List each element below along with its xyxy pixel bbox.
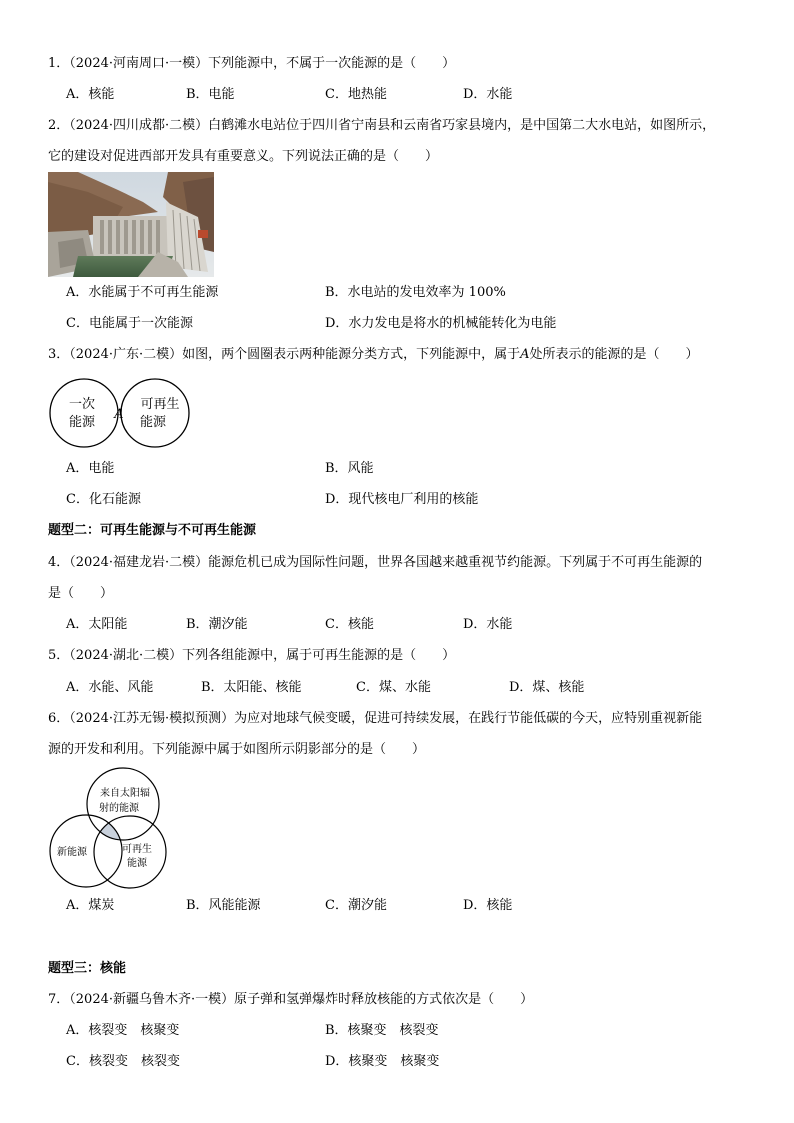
q6-venn-top-line2: 射的能源 <box>99 803 139 814</box>
q1-option-c: C．地热能 <box>325 87 387 102</box>
q7-option-c: C．核裂变 核裂变 <box>66 1054 180 1069</box>
q2-option-d: D．水力发电是将水的机械能转化为电能 <box>325 316 557 331</box>
q3-stem-variable: A <box>520 347 530 362</box>
q7-option-b: B．核聚变 核裂变 <box>325 1023 439 1038</box>
q5-option-a: A．水能、风能 <box>66 680 154 695</box>
q6-option-b: B．风能能源 <box>186 898 261 913</box>
q3-option-c: C．化石能源 <box>66 492 141 507</box>
q6-option-c: C．潮汐能 <box>325 898 387 913</box>
q3-option-b: B．风能 <box>325 461 374 476</box>
q6-stem-line2: 源的开发和利用。下列能源中属于如图所示阴影部分的是（ ） <box>48 742 426 757</box>
q3-venn-diagram <box>47 375 195 451</box>
q7-option-a: A．核裂变 核聚变 <box>66 1023 180 1038</box>
q3-stem-suffix: 处所表示的能源的是（ ） <box>529 347 699 362</box>
q4-option-c: C．核能 <box>325 617 374 632</box>
section-heading-3: 题型三：核能 <box>48 961 127 976</box>
q4-stem-line1: 4．（2024·福建龙岩·二模）能源危机已成为国际性问题，世界各国越来越重视节约能源。下列属于不可再生能源的 <box>48 555 703 570</box>
q2-stem-line1: 2．（2024·四川成都·二模）白鹤滩水电站位于四川省宁南县和云南省巧家县境内，是中国第二大水电站，如图所示， <box>48 118 716 133</box>
dam-photo <box>48 172 214 277</box>
q2-option-b: B．水电站的发电效率为 100% <box>325 285 506 300</box>
q3-venn-center-label: A <box>114 407 124 422</box>
q7-option-d: D．核聚变 核聚变 <box>325 1054 440 1069</box>
q5-option-c: C．煤、水能 <box>356 680 431 695</box>
section-heading-2: 题型二：可再生能源与不可再生能源 <box>48 523 257 538</box>
q6-venn-diagram <box>46 766 170 890</box>
q6-venn-top-line1: 来自太阳辐 <box>100 788 150 799</box>
q3-stem-prefix: 3．（2024·广东·二模）如图，两个圆圈表示两种能源分类方式，下列能源中，属于 <box>48 347 521 362</box>
q3-venn-left-line1: 一次 <box>68 397 96 412</box>
q7-stem: 7．（2024·新疆乌鲁木齐·一模）原子弹和氢弹爆炸时释放核能的方式依次是（ ） <box>48 992 534 1007</box>
q6-venn-right-line1: 可再生 <box>122 844 152 855</box>
q3-stem <box>48 347 699 363</box>
q1-stem: 1．（2024·河南周口·一模）下列能源中，不属于一次能源的是（ ） <box>48 56 456 71</box>
q6-stem-line1: 6．（2024·江苏无锡·模拟预测）为应对地球气候变暖，促进可持续发展，在践行节能低碳的今天，应特别重视新能 <box>48 711 703 726</box>
q1-option-d: D．水能 <box>463 87 513 102</box>
q4-option-b: B．潮汐能 <box>186 617 248 632</box>
q3-option-d: D．现代核电厂利用的核能 <box>325 492 479 507</box>
q5-option-d: D．煤、核能 <box>509 680 585 695</box>
q6-option-a: A．煤炭 <box>66 898 115 913</box>
q1-option-a: A．核能 <box>66 87 115 102</box>
q4-option-d: D．水能 <box>463 617 513 632</box>
q6-option-d: D．核能 <box>463 898 513 913</box>
q5-stem: 5．（2024·湖北·二模）下列各组能源中，属于可再生能源的是（ ） <box>48 648 456 663</box>
q4-stem-line2: 是（ ） <box>48 586 114 601</box>
q3-venn-right-line1: 可再生 <box>140 397 180 412</box>
q4-option-a: A．太阳能 <box>66 617 128 632</box>
q5-option-b: B．太阳能、核能 <box>201 680 302 695</box>
q6-venn-right-line2: 能源 <box>127 858 147 869</box>
q2-option-c: C．电能属于一次能源 <box>66 316 193 331</box>
q2-stem-line2: 它的建设对促进西部开发具有重要意义。下列说法正确的是（ ） <box>48 149 439 164</box>
q6-venn-left-label: 新能源 <box>57 847 87 858</box>
q1-option-b: B．电能 <box>186 87 235 102</box>
q3-option-a: A．电能 <box>66 461 115 476</box>
q3-venn-left-line2: 能源 <box>68 415 96 430</box>
q2-option-a: A．水能属于不可再生能源 <box>66 285 219 300</box>
q3-venn-right-line2: 能源 <box>139 415 167 430</box>
